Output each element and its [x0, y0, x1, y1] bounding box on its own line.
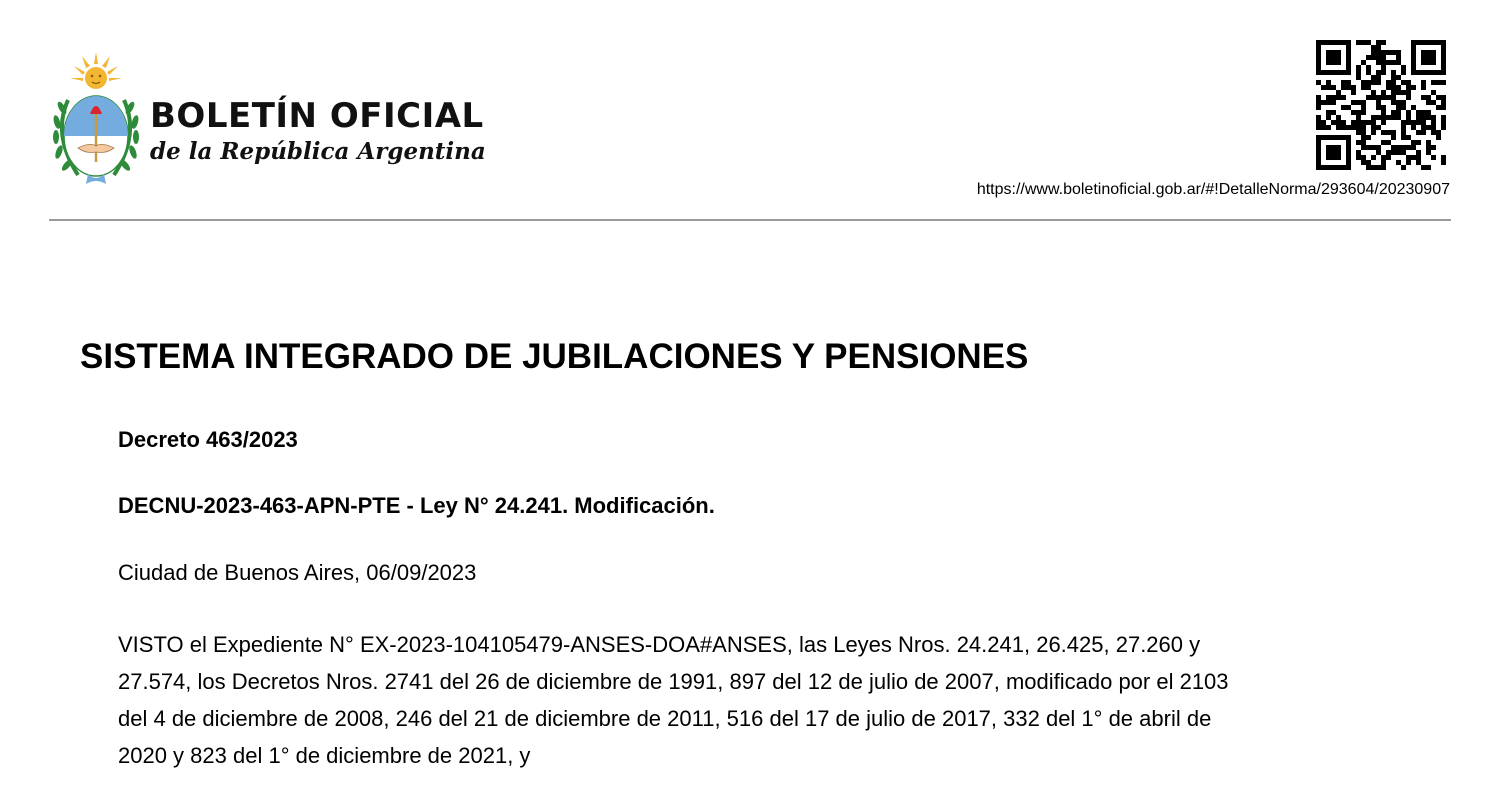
decree-subtitle: DECNU-2023-463-APN-PTE - Ley N° 24.241. Modificación. [118, 493, 715, 518]
document-title: SISTEMA INTEGRADO DE JUBILACIONES Y PENSIONES [80, 337, 1029, 376]
visto-line: del 4 de diciembre de 2008, 246 del 21 de diciembre de 2011, 516 del 17 de julio de 2017, 332 del 1° de abril de [118, 706, 1212, 731]
document-header [0, 0, 1500, 222]
decree-number: Decreto 463/2023 [118, 427, 298, 452]
header-divider [49, 219, 1451, 221]
brand-title: BOLETÍN OFICIAL [150, 96, 484, 136]
coat-of-arms-icon [50, 50, 150, 190]
brand-subtitle: de la República Argentina [150, 138, 486, 165]
qr-code-icon [1316, 40, 1446, 170]
place-and-date: Ciudad de Buenos Aires, 06/09/2023 [118, 560, 477, 585]
visto-line: VISTO el Expediente N° EX-2023-104105479-ANSES-DOA#ANSES, las Leyes Nros. 24.241, 26.425, 27.260 y [118, 632, 1201, 657]
visto-paragraph [118, 626, 1229, 774]
source-url[interactable]: https://www.boletinoficial.gob.ar/#!DetalleNorma/293604/20230907 [976, 181, 1450, 198]
visto-line: 2020 y 823 del 1° de diciembre de 2021, y [118, 743, 531, 768]
visto-line: 27.574, los Decretos Nros. 2741 del 26 de diciembre de 1991, 897 del 12 de julio de 2007, modificado por el 2103 [118, 669, 1229, 694]
